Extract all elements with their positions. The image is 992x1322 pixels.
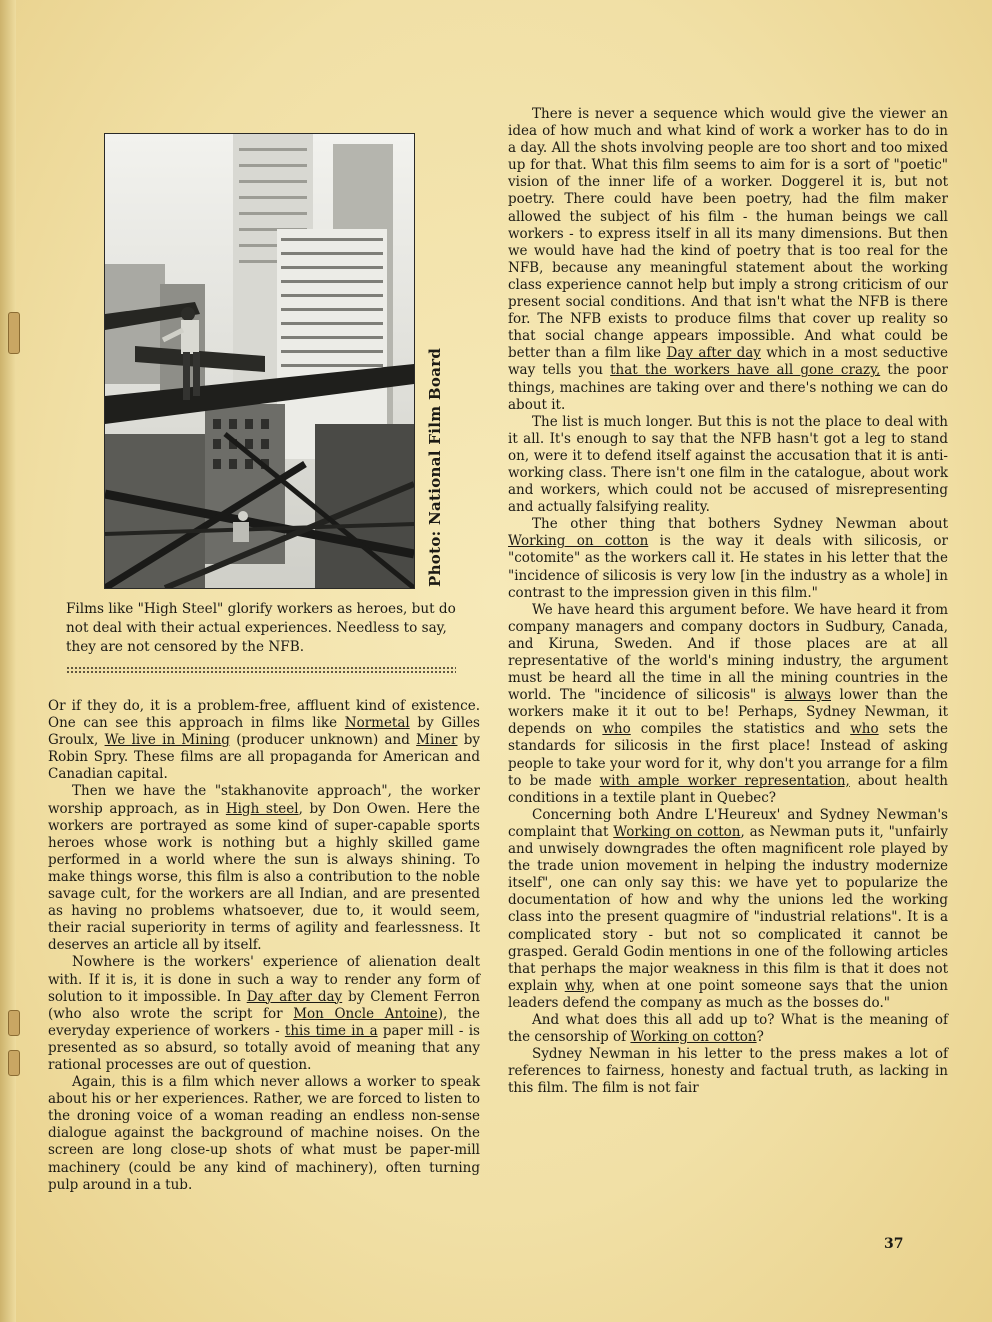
text-run: sets the standards for silicosis in the first place! Instead of asking people to take your word for it, why don't you arrange for a film to be made bbox=[508, 721, 948, 789]
text-run: Nowhere is the workers' experience of alienation dealt with. If it is, it is done in such a way to render any form of solution to it impossible. In bbox=[48, 954, 480, 1005]
article-paragraph bbox=[508, 414, 948, 517]
section-divider bbox=[66, 666, 456, 674]
film-title: with ample worker representation, bbox=[599, 772, 850, 789]
article-paragraph bbox=[48, 954, 480, 1074]
text-run: The list is much longer. But this is not the place to deal with it all. It's enough to say that the NFB hasn't got a leg to stand on, were it to defend itself against the accusation that it is anti-working class. There isn't one film in the catalogue, about work and workers, which could not be accused of misrepresenting and actually falsifying reality. bbox=[508, 413, 948, 516]
text-run: Concerning both Andre L'Heureux' and Sydney Newman's complaint that bbox=[508, 806, 948, 840]
film-title: High steel bbox=[225, 800, 299, 817]
photo-caption: Films like "High Steel" glorify workers as heroes, but do not deal with their actual experiences. Needless to say, they are not censored by the NFB. bbox=[66, 601, 456, 655]
right-column bbox=[508, 106, 948, 1097]
text-run: ), the everyday experience of workers - bbox=[48, 1005, 480, 1039]
article-paragraph bbox=[508, 807, 948, 1012]
text-run: The other thing that bothers Sydney Newman about bbox=[532, 516, 948, 533]
text-run: ? bbox=[756, 1029, 764, 1046]
text-run: Or if they do, it is a problem-free, affluent kind of existence. One can see this approach in films like bbox=[48, 698, 480, 732]
text-run: paper mill - is presented as so absurd, so totally avoid of meaning that any rational processes are out of question. bbox=[48, 1022, 480, 1073]
text-run: by Gilles Groulx, bbox=[48, 715, 480, 749]
text-run: We have heard this argument before. We have heard it from company managers and company doctors in Sudbury, Canada, and Kiruna, Sweden. And if those places are at all representative of the world's mining industry, the argument must be heard all the time in all the mining countries in the world. The "incidence of silicosis" is bbox=[508, 601, 948, 704]
film-title: Working on cotton bbox=[508, 533, 649, 550]
text-run: Then we have the "stakhanovite approach", the worker worship approach, as in bbox=[48, 783, 480, 817]
text-run: which in a most seductive way tells you bbox=[508, 345, 948, 379]
text-run: There is never a sequence which would give the viewer an idea of how much and what kind of work a worker has to do in a day. All the shots involving people are too short and too mixed up for that. What this film seems to aim for is a sort of "poetic" vision of the inner life of a worker. Doggerel it is, but not poetry. There could have been poetry, had the film maker allowed the subject of his film - the human beings we call workers - to express itself in all its many dimensions. But then we would have had the kind of poetry that is too real for the NFB, because any meaningful statement about the working class experience cannot help but imply a strong criticism of our present social conditions. And that isn't what the NFB is there for. The NFB exists to produce films that cover up reality so that social change appears impossible. And what could be better than a film like bbox=[508, 106, 948, 362]
text-run: , as Newman puts it, "unfairly and unwisely downgrades the often magnificent role played by the trade union movement in helping the industry modernize itself", one can only say this: we have yet to popularize the documentation of how and why the unions led the working class into the present quagmire of "industrial relations". It is a complicated story - but not so complicated it cannot be grasped. Gerald Godin mentions in one of the following articles that perhaps the major weakness in this film is that it does not explain bbox=[508, 823, 948, 994]
left-column bbox=[48, 698, 480, 1194]
film-title: this time in a bbox=[284, 1022, 378, 1039]
film-title: Working on cotton bbox=[613, 823, 741, 840]
film-title: Mon Oncle Antoine bbox=[293, 1005, 438, 1022]
text-run: , when at one point someone says that the union leaders defend the company as much as the bosses do." bbox=[508, 977, 948, 1011]
article-paragraph bbox=[508, 1012, 948, 1046]
text-run: by Robin Spry. These films are all propaganda for American and Canadian capital. bbox=[48, 732, 481, 783]
text-run: (producer unknown) and bbox=[229, 732, 417, 749]
film-title: why bbox=[564, 977, 591, 994]
article-paragraph bbox=[48, 1074, 480, 1194]
article-paragraph bbox=[508, 106, 948, 414]
article-paragraph bbox=[508, 1046, 948, 1097]
photo-credit: Photo: National Film Board bbox=[426, 347, 444, 587]
photo-high-steel bbox=[104, 133, 415, 589]
article-paragraph bbox=[48, 783, 480, 954]
film-title: who bbox=[602, 721, 631, 738]
film-title: who bbox=[850, 721, 879, 738]
text-run: , by Don Owen. Here the workers are portrayed as some kind of super-capable sports heroes whose work is nothing but a highly skilled game performed in a world where the sun is always shining. To make things worse, this film is also a contribution to the noble savage cult, for the workers are all Indian, and are presented as having no problems whatsoever, due to, it would seem, their racial superiority in terms of agility and fearlessness. It deserves an article all by itself. bbox=[48, 800, 480, 954]
page-number: 37 bbox=[884, 1236, 904, 1252]
film-title: always bbox=[784, 687, 832, 704]
film-title: Working on cotton bbox=[630, 1029, 757, 1046]
film-title: Normetal bbox=[344, 715, 410, 732]
film-title: Day after day bbox=[666, 345, 761, 362]
film-title: Miner bbox=[416, 732, 458, 749]
film-title: Day after day bbox=[246, 988, 343, 1005]
photo-image bbox=[105, 134, 414, 588]
text-run: compiles the statistics and bbox=[630, 721, 851, 738]
staple-mark bbox=[8, 312, 20, 354]
staple-mark bbox=[8, 1050, 20, 1076]
text-run: the poor things, machines are taking over and there's nothing we can do about it. bbox=[508, 362, 949, 413]
text-run: is the way it deals with silicosis, or "cotomite" as the workers call it. He states in his letter that the "incidence of silicosis is very low [in the industry as a whole] in contrast to the impression given in this film." bbox=[508, 533, 948, 601]
binding-edge bbox=[0, 0, 16, 1322]
article-paragraph bbox=[508, 602, 948, 807]
film-title: We live in Mining bbox=[104, 732, 230, 749]
text-run: Again, this is a film which never allows a worker to speak about his or her experiences. Rather, we are forced to listen to the droning voice of a woman reading an endless non-sense dialogue against the background of machine noises. On the screen are long close-up shots of what must be paper-mill machinery (could be any kind of machinery), often turning pulp around in a tub. bbox=[48, 1074, 480, 1193]
text-run: lower than the workers make it it out to be! Perhaps, Sydney Newman, it depends on bbox=[508, 687, 949, 738]
article-paragraph bbox=[48, 698, 480, 783]
article-paragraph bbox=[508, 516, 948, 601]
staple-mark bbox=[8, 1010, 20, 1036]
film-title: that the workers have all gone crazy, bbox=[610, 362, 881, 379]
text-run: And what does this all add up to? What is the meaning of the censorship of bbox=[508, 1011, 948, 1046]
text-run: Sydney Newman in his letter to the press makes a lot of references to fairness, honesty and factual truth, as lacking in this film. The film is not fair bbox=[508, 1046, 948, 1097]
text-run: about health conditions in a textile plant in Quebec? bbox=[508, 772, 948, 806]
text-run: by Clement Ferron (who also wrote the script for bbox=[48, 988, 480, 1022]
